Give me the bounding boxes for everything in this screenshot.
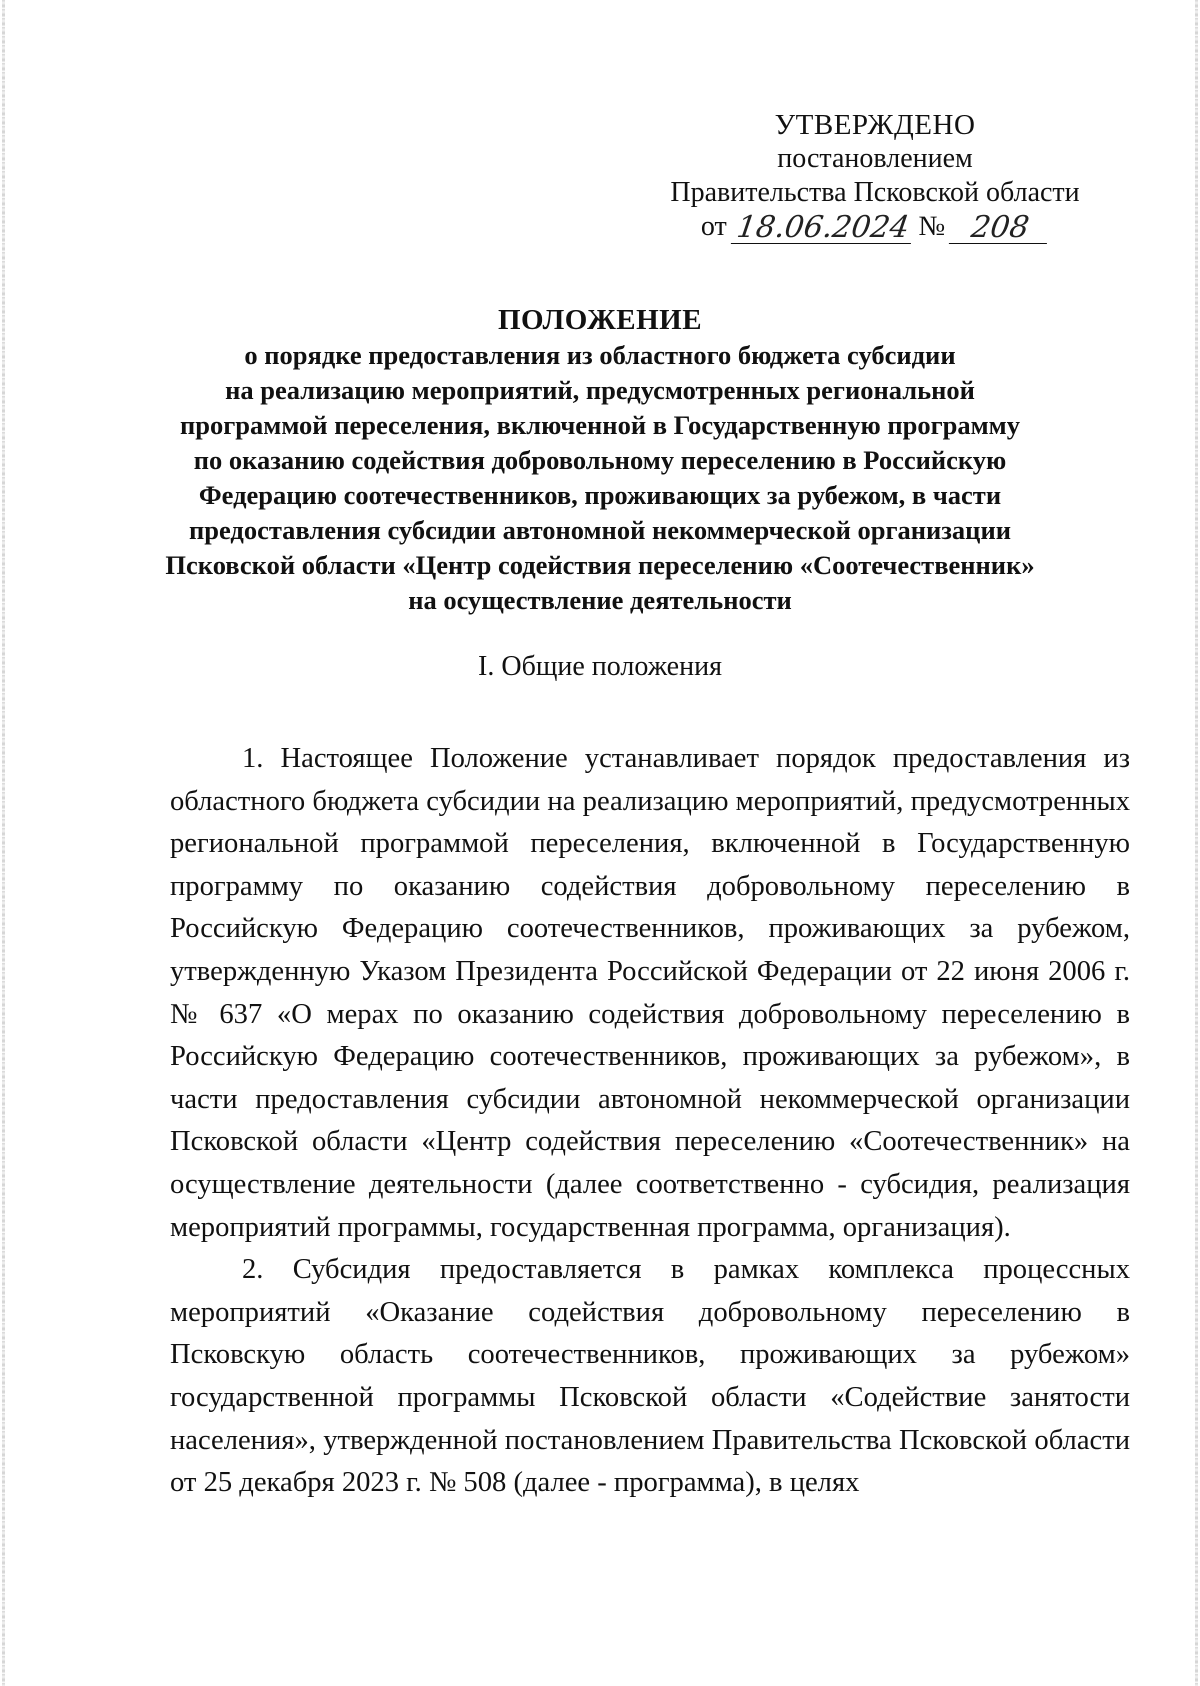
paragraph-1: 1. Настоящее Положение устанавливает порядок предоставления из областного бюджета субсидии на реализацию мероприятий, предусмотренных региональной программой переселения, включенной в Государственную программу по оказанию содействия добровольному переселению в Российскую Федерацию соотечественников, проживающих за рубежом, утвержденную Указом Президента Российской Федерации от 22 июня 2006 г. № 637 «О мерах по оказанию содействия добровольному переселению в Российскую Федерацию соотечественников, проживающих за рубежом», в части предоставления субсидии автономной некоммерческой организации Псковской области «Центр содействия переселению «Соотечественник» на осуществление деятельности (далее соответственно - субсидия, реализация мероприятий программы, государственная программа, организация). (170, 743, 1130, 1243)
number-prefix: № (918, 211, 946, 242)
document-subtitle-line: по оказанию содействия добровольному переселению в Российскую (193, 445, 1007, 475)
document-subtitle-line: о порядке предоставления из областного бюджета субсидии (244, 340, 956, 370)
handwritten-number: 208 (949, 213, 1051, 244)
document-body (170, 738, 1130, 1505)
scan-edge-left (2, 0, 5, 1686)
approval-block (640, 108, 1110, 244)
document-title: ПОЛОЖЕНИЕ (497, 304, 703, 336)
handwritten-date: 18.06.2024 (731, 213, 915, 244)
approval-date-line (701, 210, 1049, 244)
approval-status: УТВЕРЖДЕНО (774, 109, 976, 141)
section-heading: I. Общие положения (478, 651, 722, 682)
paragraph-2: 2. Субсидия предоставляется в рамках комплекса процессных мероприятий «Оказание содействия добровольному переселению в Псковскую область соотечественников, проживающих за рубежом» государственной программы Псковской области «Содействие занятости населения», утвержденной постановлением Правительства Псковской области от 25 декабря 2023 г. № 508 (далее - программа), в целях (170, 1254, 1130, 1499)
document-subtitle-line: Федерацию соотечественников, проживающих за рубежом, в части (198, 480, 1002, 510)
document-subtitle-line: на реализацию мероприятий, предусмотренных региональной (225, 375, 975, 405)
approval-by: постановлением (777, 143, 973, 174)
approval-authority: Правительства Псковской области (670, 177, 1080, 208)
document-title-block (150, 302, 1050, 618)
document-subtitle-line: предоставления субсидии автономной некоммерческой организации (189, 515, 1011, 545)
document-subtitle-line: Псковской области «Центр содействия переселению «Соотечественник» (165, 550, 1035, 580)
document-subtitle-line: программой переселения, включенной в Государственную программу (180, 410, 1020, 440)
document-subtitle-line: на осуществление деятельности (408, 585, 792, 615)
scan-edge-right (1195, 0, 1198, 1686)
date-prefix: от (700, 211, 727, 242)
